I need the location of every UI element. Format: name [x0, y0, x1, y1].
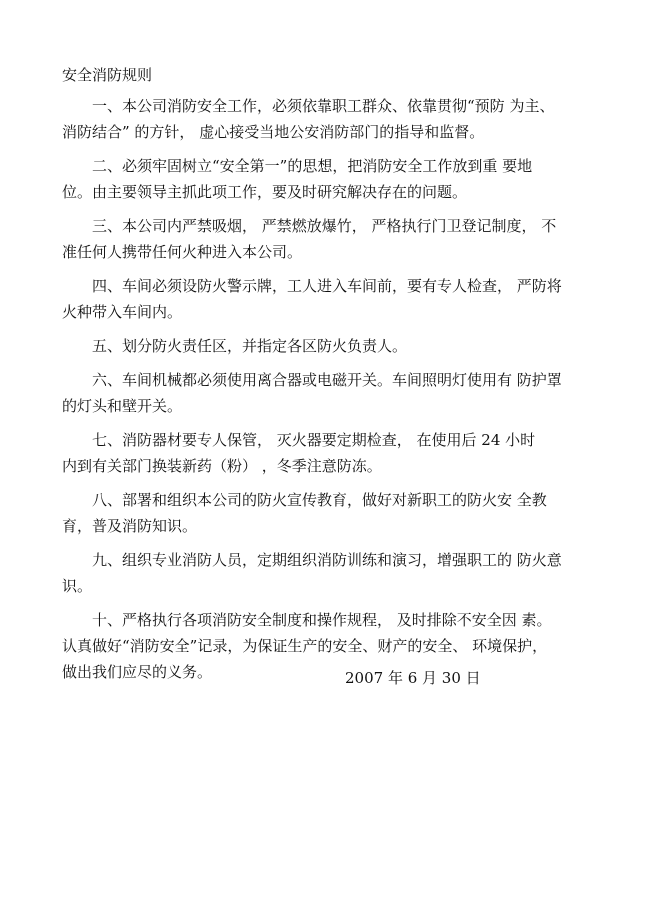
paragraph-1: [62, 93, 590, 145]
paragraph-line: 的灯头和壁开关。: [62, 397, 183, 415]
paragraph-line: 五、划分防火责任区，并指定各区防火负责人。: [92, 337, 408, 355]
paragraph-line: 育，普及消防知识。: [62, 517, 198, 535]
paragraph-5: [62, 333, 590, 359]
paragraph-7: [62, 427, 590, 479]
document-date: 2007 年 6 月 30 日: [345, 669, 481, 687]
paragraph-line: 十、严格执行各项消防安全制度和操作规程， 及时排除不安全因 素。: [92, 611, 552, 629]
paragraph-line: 识。: [62, 577, 93, 595]
paragraph-line: 九、组织专业消防人员，定期组织消防训练和演习，增强职工的 防火意: [92, 551, 562, 569]
paragraph-9: [62, 547, 590, 599]
paragraph-line: 二、必须牢固树立“安全第一”的思想，把消防安全工作放到重 要地: [92, 157, 533, 175]
document-body: [62, 93, 590, 693]
paragraph-line: 消防结合” 的方针， 虚心接受当地公安消防部门的指导和监督。: [62, 123, 485, 141]
paragraph-2: [62, 153, 590, 205]
paragraph-line: 七、消防器材要专人保管， 灭火器要定期检查， 在使用后 24 小时: [92, 431, 536, 449]
paragraph-4: [62, 273, 590, 325]
document-title: 安全消防规则: [62, 66, 153, 84]
paragraph-line: 六、车间机械都必须使用离合器或电磁开关。车间照明灯使用有 防护罩: [92, 371, 562, 389]
paragraph-6: [62, 367, 590, 419]
paragraph-line: 三、本公司内严禁吸烟， 严禁燃放爆竹， 严格执行门卫登记制度， 不: [92, 217, 557, 235]
paragraph-line: 内到有关部门换装新药（粉） ，冬季注意防冻。: [62, 457, 382, 475]
paragraph-line: 准任何人携带任何火种进入本公司。: [62, 243, 303, 261]
paragraph-line: 做出我们应尽的义务。: [62, 663, 213, 681]
paragraph-3: [62, 213, 590, 265]
paragraph-line: 位。由主要领导主抓此项工作，要及时研究解决存在的问题。: [62, 183, 468, 201]
paragraph-line: 四、车间必须设防火警示牌，工人进入车间前，要有专人检查， 严防将: [92, 277, 562, 295]
paragraph-line: 一、本公司消防安全工作，必须依靠职工群众、依靠贯彻“预防 为主、: [92, 97, 555, 115]
paragraph-8: [62, 487, 590, 539]
paragraph-line: 火种带入车间内。: [62, 303, 183, 321]
paragraph-line: 认真做好“消防安全”记录，为保证生产的安全、财产的安全、 环境保护，: [62, 637, 548, 655]
paragraph-line: 八、部署和组织本公司的防火宣传教育，做好对新职工的防火安 全教: [92, 491, 547, 509]
paragraph-10: [62, 607, 590, 685]
